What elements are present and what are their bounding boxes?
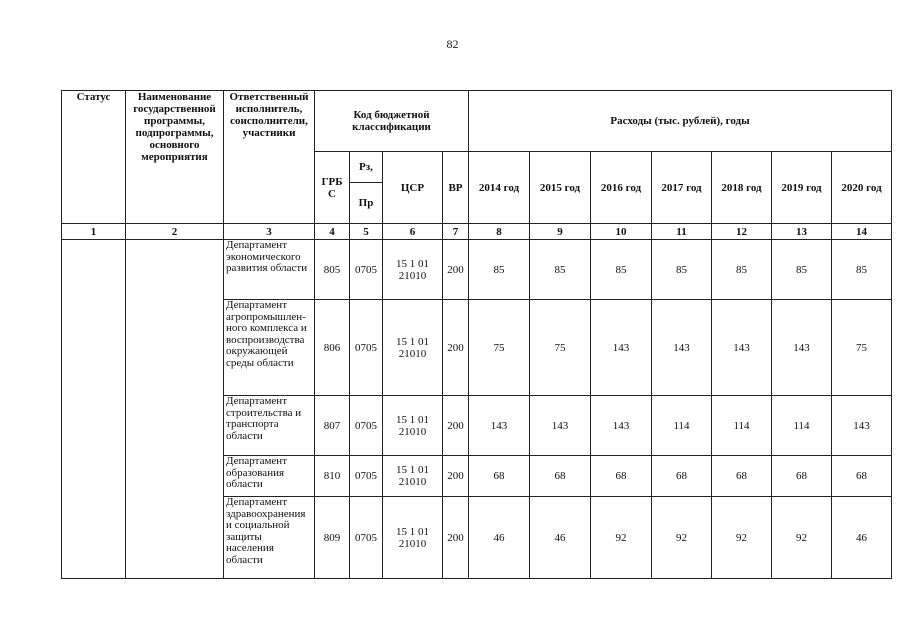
csr-line: 15 1 01 xyxy=(396,525,429,538)
header-year: 2015 год xyxy=(530,152,591,224)
amount-cell: 68 xyxy=(652,456,712,497)
header-year: 2016 год xyxy=(591,152,652,224)
header-year: 2020 год xyxy=(832,152,892,224)
amount-cell: 92 xyxy=(712,497,772,579)
program-name-cell xyxy=(126,240,224,579)
grbs-cell: 809 xyxy=(315,497,350,579)
header-year: 2019 год xyxy=(772,152,832,224)
amount-cell: 143 xyxy=(832,396,892,456)
grbs-cell: 810 xyxy=(315,456,350,497)
column-number: 13 xyxy=(772,224,832,240)
amount-cell: 114 xyxy=(772,396,832,456)
column-number: 8 xyxy=(469,224,530,240)
amount-cell: 75 xyxy=(469,300,530,396)
csr-cell xyxy=(383,497,443,579)
column-number: 1 xyxy=(62,224,126,240)
header-budget-code: Код бюджетной классификации xyxy=(315,91,469,152)
amount-cell: 75 xyxy=(530,300,591,396)
grbs-cell: 805 xyxy=(315,240,350,300)
header-vr: ВР xyxy=(443,152,469,224)
amount-cell: 85 xyxy=(712,240,772,300)
budget-table xyxy=(61,90,892,579)
header-status: Статус xyxy=(62,91,126,224)
csr-line: 15 1 01 xyxy=(396,257,429,270)
amount-cell: 114 xyxy=(712,396,772,456)
amount-cell: 85 xyxy=(530,240,591,300)
csr-cell xyxy=(383,456,443,497)
header-year: 2014 год xyxy=(469,152,530,224)
csr-cell xyxy=(383,240,443,300)
header-pr: Пр xyxy=(350,183,383,224)
column-number: 7 xyxy=(443,224,469,240)
column-number-row xyxy=(62,224,892,240)
amount-cell: 85 xyxy=(772,240,832,300)
amount-cell: 114 xyxy=(652,396,712,456)
csr-cell xyxy=(383,396,443,456)
vr-cell: 200 xyxy=(443,240,469,300)
executor-cell: Департамент агропромышлен-ного комплекса и воспроизводства окружающей среды области xyxy=(224,300,315,396)
amount-cell: 143 xyxy=(652,300,712,396)
column-number: 9 xyxy=(530,224,591,240)
header-executor: Ответственный исполнитель, соисполнители, участники xyxy=(224,91,315,224)
header-year: 2017 год xyxy=(652,152,712,224)
rzpr-cell: 0705 xyxy=(350,240,383,300)
amount-cell: 68 xyxy=(591,456,652,497)
rzpr-cell: 0705 xyxy=(350,300,383,396)
executor-cell: Департамент образования области xyxy=(224,456,315,497)
column-number: 14 xyxy=(832,224,892,240)
csr-line: 21010 xyxy=(398,476,427,488)
csr-line: 15 1 01 xyxy=(396,335,429,348)
rzpr-cell: 0705 xyxy=(350,456,383,497)
amount-cell: 46 xyxy=(469,497,530,579)
header-csr: ЦСР xyxy=(383,152,443,224)
amount-cell: 68 xyxy=(469,456,530,497)
column-number: 5 xyxy=(350,224,383,240)
amount-cell: 143 xyxy=(530,396,591,456)
column-number: 3 xyxy=(224,224,315,240)
amount-cell: 85 xyxy=(591,240,652,300)
amount-cell: 68 xyxy=(712,456,772,497)
csr-line: 21010 xyxy=(398,537,427,550)
column-number: 12 xyxy=(712,224,772,240)
status-cell xyxy=(62,240,126,579)
rzpr-cell: 0705 xyxy=(350,497,383,579)
header-grbs: ГРБ С xyxy=(315,152,350,224)
amount-cell: 92 xyxy=(652,497,712,579)
executor-cell: Департамент строительства и транспорта области xyxy=(224,396,315,456)
executor-cell: Департамент экономического развития области xyxy=(224,240,315,300)
column-number: 10 xyxy=(591,224,652,240)
csr-line: 21010 xyxy=(398,425,427,438)
grbs-cell: 807 xyxy=(315,396,350,456)
amount-cell: 46 xyxy=(530,497,591,579)
csr-line: 21010 xyxy=(398,269,427,282)
amount-cell: 85 xyxy=(469,240,530,300)
column-number: 11 xyxy=(652,224,712,240)
column-number: 6 xyxy=(383,224,443,240)
header-program-name: Наименование государственной программы, подпрограммы, основного мероприятия xyxy=(126,91,224,224)
amount-cell: 92 xyxy=(772,497,832,579)
amount-cell: 143 xyxy=(712,300,772,396)
vr-cell: 200 xyxy=(443,300,469,396)
csr-line: 15 1 01 xyxy=(396,413,429,426)
grbs-cell: 806 xyxy=(315,300,350,396)
csr-cell xyxy=(383,300,443,396)
vr-cell: 200 xyxy=(443,456,469,497)
header-expenses: Расходы (тыс. рублей), годы xyxy=(469,91,892,152)
page-number: 82 xyxy=(446,37,459,51)
csr-line: 21010 xyxy=(398,347,427,360)
amount-cell: 46 xyxy=(832,497,892,579)
amount-cell: 143 xyxy=(469,396,530,456)
csr-line: 15 1 01 xyxy=(396,464,429,476)
amount-cell: 68 xyxy=(530,456,591,497)
amount-cell: 75 xyxy=(832,300,892,396)
amount-cell: 143 xyxy=(591,396,652,456)
header-rz: Рз, xyxy=(350,152,383,183)
amount-cell: 68 xyxy=(832,456,892,497)
header-year: 2018 год xyxy=(712,152,772,224)
amount-cell: 92 xyxy=(591,497,652,579)
amount-cell: 143 xyxy=(591,300,652,396)
amount-cell: 85 xyxy=(832,240,892,300)
amount-cell: 85 xyxy=(652,240,712,300)
amount-cell: 143 xyxy=(772,300,832,396)
vr-cell: 200 xyxy=(443,497,469,579)
column-number: 4 xyxy=(315,224,350,240)
amount-cell: 68 xyxy=(772,456,832,497)
vr-cell: 200 xyxy=(443,396,469,456)
column-number: 2 xyxy=(126,224,224,240)
rzpr-cell: 0705 xyxy=(350,396,383,456)
header-row xyxy=(62,91,892,152)
table-row xyxy=(62,240,892,300)
executor-cell: Департамент здравоохранения и социальной защиты населения области xyxy=(224,497,315,579)
